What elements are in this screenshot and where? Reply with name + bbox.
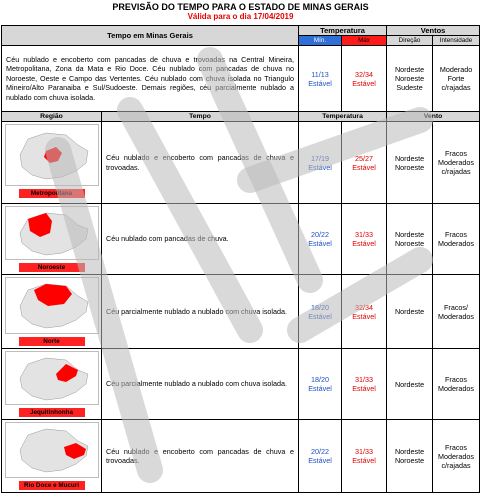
region-intensidade-2: Moderados <box>438 451 475 461</box>
region-direcao-1: Nordeste <box>394 307 425 316</box>
region-direcao-2: Noroeste <box>394 239 425 248</box>
region-map-cell <box>2 122 102 204</box>
region-map-cell <box>2 420 102 493</box>
region-direcao-1: Nordeste <box>394 447 425 456</box>
summary-direcao-1: Nordeste <box>394 65 425 74</box>
region-intensidade <box>433 204 480 275</box>
region-direcao <box>387 122 433 204</box>
summary-direcao <box>387 46 433 112</box>
summary-text: Céu nublado e encoberto com pancadas de chuva e trovoadas na Central Mineira, Metropolitana, Zona da Mata e Rio Doce. Céu nublado com pancadas de chuva no Noroeste, Oeste e Campo das Vertentes. Céu nublado com chuva isolada no Triangulo Mineiro/Alto Paranaiba e Sul/Sudoeste. Demais regiões, céu parcialmente nublado a nublado com chuva isolada. <box>2 46 299 112</box>
region-map-noroeste <box>5 206 99 260</box>
region-intensidade-2: Moderados <box>438 158 475 167</box>
region-tmin-status: Estável <box>308 456 332 465</box>
direcao-header: Direção <box>387 36 433 46</box>
region-intensidade-2: Moderados <box>438 384 475 393</box>
region-map-cell <box>2 275 102 349</box>
region-tmax-status: Estável <box>352 311 376 321</box>
region-tmin-value: 20/22 <box>311 230 330 239</box>
region-direcao-1: Nordeste <box>394 230 425 239</box>
region-tmax-status: Estável <box>352 162 376 172</box>
vento-header: Vento <box>387 112 480 122</box>
region-name: Rio Doce e Mucuri <box>19 481 85 490</box>
region-intensidade <box>433 420 480 493</box>
max-header: Máx <box>342 36 387 46</box>
region-tmax <box>342 420 387 493</box>
region-intensidade-1: Fracos <box>445 375 468 384</box>
summary-direcao-2: Noroeste <box>394 74 425 83</box>
tempo-header: Tempo <box>102 112 299 122</box>
region-direcao-1: Nordeste <box>394 379 425 389</box>
min-header: Mín. <box>299 36 342 46</box>
forecast-table <box>1 25 480 493</box>
region-intensidade-3: c/rajadas <box>441 167 471 176</box>
region-tmin <box>299 204 342 275</box>
region-map-cell <box>2 204 102 275</box>
region-tmax-value: 25/27 <box>355 153 374 163</box>
region-tmax-status: Estável <box>352 239 376 248</box>
summary-tmin <box>299 46 342 112</box>
page-title: PREVISÃO DO TEMPO PARA O ESTADO DE MINAS GERAIS <box>112 2 369 12</box>
region-tmin-status: Estável <box>308 162 332 172</box>
region-tmax-value: 31/33 <box>355 230 374 239</box>
summary-direcao-3: Sudeste <box>396 83 423 92</box>
intensidade-header: Intensidade <box>433 36 480 46</box>
region-tempo: Céu nublado e encoberto com pancadas de chuva e trovoadas. <box>102 122 299 204</box>
region-tmin <box>299 349 342 420</box>
region-tmin-status: Estável <box>308 311 332 321</box>
region-tmax-status: Estável <box>352 384 376 393</box>
summary-tmax-status: Estável <box>352 78 376 88</box>
region-intensidade <box>433 349 480 420</box>
summary-intensidade-2: Forte <box>447 74 465 83</box>
region-tempo: Céu parcialmente nublado a nublado com chuva isolada. <box>102 349 299 420</box>
summary-row <box>2 46 480 112</box>
summary-tmax-value: 32/34 <box>355 69 374 79</box>
region-tmin-value: 18/20 <box>311 302 330 312</box>
region-map-metropolitana <box>5 124 99 186</box>
region-tmin-value: 17/19 <box>311 153 330 163</box>
region-map-jequitinhonha <box>5 351 99 405</box>
region-map-norte <box>5 277 99 334</box>
region-intensidade-1: Fracos <box>445 149 468 158</box>
region-intensidade-1: Fracos <box>445 230 468 239</box>
region-intensidade-3: c/rajadas <box>441 460 471 470</box>
region-intensidade <box>433 122 480 204</box>
tempo-minas-header <box>2 26 299 46</box>
summary-tmin-status: Estável <box>308 78 332 88</box>
summary-intensidade-3: c/rajadas <box>441 83 471 92</box>
region-direcao <box>387 275 433 349</box>
region-tmax <box>342 275 387 349</box>
region-tempo: Céu nublado e encoberto com pancadas de chuva e trovoadas. <box>102 420 299 493</box>
region-intensidade-2: Moderados <box>438 311 475 321</box>
regiao-header: Região <box>2 112 102 122</box>
region-direcao <box>387 420 433 493</box>
region-tmax-value: 32/34 <box>355 302 374 312</box>
summary-intensidade <box>433 46 480 112</box>
region-direcao <box>387 204 433 275</box>
region-tmin-value: 18/20 <box>311 375 330 384</box>
region-name: Metropolitana <box>19 189 85 198</box>
region-tmin <box>299 122 342 204</box>
region-tmin-status: Estável <box>308 239 332 248</box>
region-name: Noroeste <box>19 263 85 272</box>
page-subtitle: Válida para o dia 17/04/2019 <box>187 12 294 21</box>
region-name: Jequitinhonha <box>19 408 85 417</box>
region-row <box>2 275 480 349</box>
region-tmin <box>299 275 342 349</box>
region-map-cell <box>2 349 102 420</box>
region-direcao-1: Nordeste <box>394 153 425 163</box>
region-tempo: Céu parcialmente nublado a nublado com chuva isolada. <box>102 275 299 349</box>
region-tmax-status: Estável <box>352 456 376 465</box>
region-row <box>2 420 480 493</box>
region-direcao-2: Noroeste <box>394 456 425 465</box>
region-map-rio-doce-mucuri <box>5 422 99 478</box>
region-row <box>2 122 480 204</box>
summary-tmax <box>342 46 387 112</box>
summary-tmin-value: 11/13 <box>311 69 329 79</box>
region-row <box>2 204 480 275</box>
temperatura-header: Temperatura <box>299 26 387 36</box>
region-tmin-value: 20/22 <box>311 447 330 456</box>
region-name: Norte <box>19 337 85 346</box>
region-tmax <box>342 122 387 204</box>
summary-intensidade-1: Moderado <box>439 65 473 74</box>
temperatura2-header: Temperatura <box>299 112 387 122</box>
region-direcao <box>387 349 433 420</box>
region-tmin <box>299 420 342 493</box>
region-intensidade-2: Moderados <box>438 239 475 248</box>
region-tmax <box>342 204 387 275</box>
region-intensidade-1: Fracos <box>445 442 468 452</box>
tempo-minas-label: Tempo em Minas Gerais <box>107 31 193 40</box>
region-intensidade-1: Fracos/ <box>444 302 469 312</box>
region-tmin-status: Estável <box>308 384 332 393</box>
region-tmax <box>342 349 387 420</box>
region-direcao-2: Noroeste <box>394 162 425 172</box>
ventos-header: Ventos <box>387 26 480 36</box>
region-tempo: Céu nublado com pancadas de chuva. <box>102 204 299 275</box>
region-tmax-value: 31/33 <box>355 375 374 384</box>
region-intensidade <box>433 275 480 349</box>
region-row <box>2 349 480 420</box>
region-tmax-value: 31/33 <box>355 447 374 456</box>
